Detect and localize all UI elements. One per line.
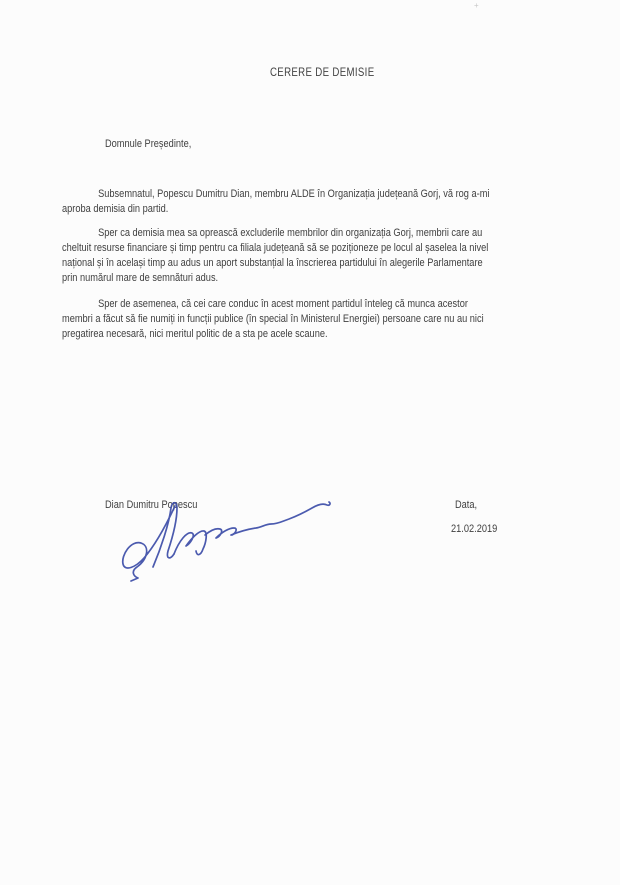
date-value: 21.02.2019 (451, 523, 498, 535)
signature-stroke (231, 502, 330, 535)
paragraph-2 (62, 226, 488, 286)
paragraph-3 (62, 297, 484, 342)
scan-artifact-mark: + (474, 1, 479, 10)
paragraph-line: național și în același timp au adus un aport substanțial la înscrierea partidului în alegerile Parlamentare (62, 257, 483, 270)
paragraph-line: prin numărul mare de semnături adus. (62, 272, 219, 285)
paragraph-line: pregatirea necesară, nici meritul politic de a sta pe acele scaune. (62, 328, 328, 341)
signer-name: Dian Dumitru Popescu (105, 499, 198, 511)
paragraph-1 (62, 187, 489, 217)
date-label: Data, (455, 499, 478, 511)
paragraph-line: cheltuit resurse financiare și timp pentru ca filiala județeană să se poziționeze pe locul al șaselea la nivel (62, 242, 489, 255)
signature-stroke (205, 528, 236, 538)
signature-stroke (123, 506, 175, 581)
paragraph-line: aproba demisia din partid. (62, 203, 169, 216)
signature-stroke (153, 503, 177, 567)
paragraph-line: membri a făcut să fie numiți in funcții publice (în special în Ministerul Energiei) persoane care nu au nici (62, 313, 484, 326)
paragraph-line: Subsemnatul, Popescu Dumitru Dian, membru ALDE în Organizația județeană Gorj, vă rog a-mi (98, 188, 490, 200)
salutation: Domnule Președinte, (105, 138, 192, 150)
signature-stroke (174, 531, 206, 555)
paragraph-line: Sper ca demisia mea sa oprească excluderile membrilor din organizația Gorj, membrii care au (98, 227, 483, 239)
handwritten-signature-icon (112, 497, 332, 582)
paragraph-line: Sper de asemenea, că cei care conduc în acest moment partidul înteleg că munca acestor (98, 298, 468, 310)
letter-title: CERERE DE DEMISIE (270, 67, 375, 79)
